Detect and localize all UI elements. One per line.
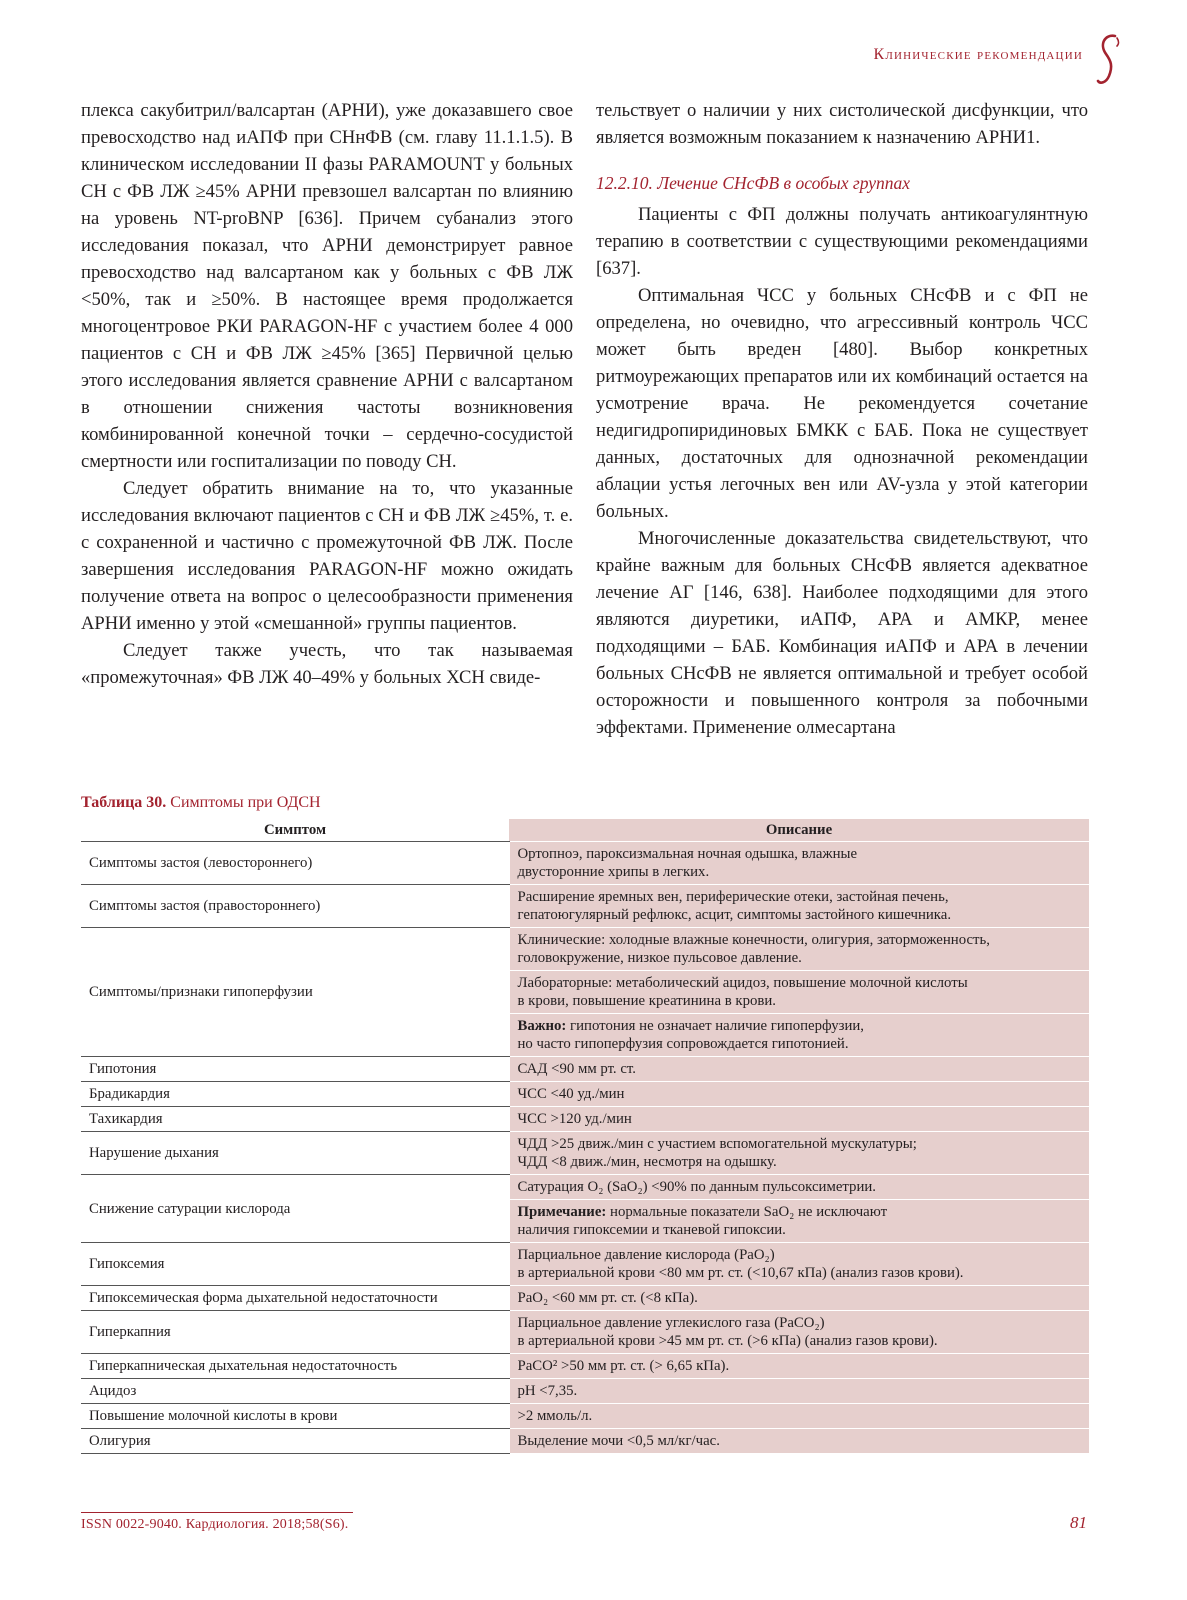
- table-caption-text: Симптомы при ОДСН: [166, 794, 321, 811]
- table-row: [81, 1243, 1089, 1286]
- running-header: Клинические рекомендации: [873, 46, 1083, 63]
- page-number: 81: [1070, 1513, 1087, 1532]
- footer-rule: [81, 1512, 353, 1513]
- symptom-cell: Гиперкапническая дыхательная недостаточность: [81, 1354, 509, 1379]
- description-line: САД <90 мм рт. ст.: [517, 1061, 636, 1077]
- symptom-cell: Повышение молочной кислоты в крови: [81, 1404, 509, 1429]
- symptom-cell: Ацидоз: [81, 1379, 509, 1404]
- description-line: Сатурация O₂ (SaO₂) <90% по данным пульсоксиметрии.: [517, 1179, 876, 1195]
- description-line: Выделение мочи <0,5 мл/кг/час.: [517, 1433, 720, 1449]
- table-row: [81, 928, 1089, 971]
- description-line: Ортопноэ, пароксизмальная ночная одышка, влажные: [517, 846, 858, 862]
- journal-logo-icon: [1093, 32, 1123, 88]
- description-cell: [509, 1379, 1089, 1404]
- right-text-column: [596, 97, 1088, 741]
- table-row: [81, 885, 1089, 928]
- table-row: [81, 1175, 1089, 1200]
- left-text-column: [81, 97, 573, 691]
- description-line: гипотония не означает наличие гипоперфузии,: [566, 1018, 864, 1034]
- right-paragraph-2: Оптимальная ЧСС у больных СНсФВ и с ФП не определена, но очевидно, что агрессивный контроль ЧСС может быть вреден [480]. Выбор конкретных ритмоурежающих препаратов или их комбинаций остается на усмотрение врача. Не рекомендуется сочетание недигидропиридиновых БМКК с БАБ. Пока не существует данных, достаточных для однозначной рекомендации аблации устья легочных вен или AV-узла у этой категории больных.: [596, 285, 1088, 522]
- description-line: pH <7,35.: [517, 1383, 578, 1399]
- description-cell: [509, 1175, 1089, 1200]
- symptom-cell: Гипоксемическая форма дыхательной недостаточности: [81, 1286, 509, 1311]
- left-paragraph-3: Следует также учесть, что так называемая «промежуточная» ФВ ЛЖ 40–49% у больных ХСН свиде-: [81, 640, 573, 688]
- symptom-cell: Симптомы застоя (правостороннего): [81, 885, 509, 928]
- description-line: в артериальной крови <80 мм рт. ст. (<10,67 кПа) (анализ газов крови).: [517, 1265, 964, 1281]
- table-row: [81, 1132, 1089, 1175]
- description-emphasis: Важно:: [517, 1018, 567, 1034]
- table-caption: [81, 794, 321, 812]
- symptom-cell: Гипотония: [81, 1057, 509, 1082]
- description-cell: [509, 1082, 1089, 1107]
- description-line: Клинические: холодные влажные конечности, олигурия, заторможенность,: [517, 932, 990, 948]
- description-cell: [509, 1132, 1089, 1175]
- description-line: но часто гипоперфузия сопровождается гипотонией.: [517, 1036, 849, 1052]
- description-cell: [509, 1243, 1089, 1286]
- table-row: [81, 1286, 1089, 1311]
- table-row: [81, 1379, 1089, 1404]
- footer-journal: ISSN 0022-9040. Кардиология. 2018;58(S6).: [81, 1517, 349, 1532]
- description-cell: [509, 1354, 1089, 1379]
- right-continuation: тельствует о наличии у них систолической дисфункции, что является возможным показанием к назначению АРНИ1.: [596, 100, 1088, 148]
- column-header-description: Описание: [509, 819, 1089, 842]
- symptom-cell: Гипоксемия: [81, 1243, 509, 1286]
- table-body: [81, 842, 1089, 1454]
- description-line: в артериальной крови >45 мм рт. ст. (>6 кПа) (анализ газов крови).: [517, 1333, 938, 1349]
- description-line: Парциальное давление углекислого газа (PaCO₂): [517, 1315, 825, 1331]
- left-paragraph-1: плекса сакубитрил/валсартан (АРНИ), уже доказавшего свое превосходство над иАПФ при СНнФВ (см. главу 11.1.1.5). В клиническом исследовании II фазы PARAMOUNT у больных СН с ФВ ЛЖ ≥45% АРНИ превзошел валсартан по влиянию на уровень NT-proBNP [636]. Причем субанализ этого исследования показал, что АРНИ демонстрирует равное превосходство над валсартаном как у больных с ФВ ЛЖ <50%, так и ≥50%. В настоящее время продолжается многоцентровое РКИ PARAGON-HF с участием более 4 000 пациентов с СН и ФВ ЛЖ ≥45% [365] Первичной целью этого исследования является сравнение АРНИ с валсартаном в отношении снижения частоты возникновения комбинированной конечной точки – сердечно-сосудистой смертности или госпитализации по поводу СН.: [81, 100, 573, 472]
- description-cell: [509, 1200, 1089, 1243]
- description-line: ЧСС <40 уд./мин: [517, 1086, 625, 1102]
- description-line: наличия гипоксемии и тканевой гипоксии.: [517, 1222, 786, 1238]
- symptom-cell: Тахикардия: [81, 1107, 509, 1132]
- description-cell: [509, 928, 1089, 971]
- description-line: Лабораторные: метаболический ацидоз, повышение молочной кислоты: [517, 975, 968, 991]
- description-line: в крови, повышение креатинина в крови.: [517, 993, 776, 1009]
- description-line: головокружение, низкое пульсовое давление.: [517, 950, 802, 966]
- table-caption-label: Таблица 30.: [81, 794, 167, 811]
- description-line: ЧДД >25 движ./мин с участием вспомогательной мускулатуры;: [517, 1136, 917, 1152]
- column-header-symptom: Симптом: [81, 819, 509, 842]
- description-cell: [509, 1057, 1089, 1082]
- table-row: [81, 1354, 1089, 1379]
- description-cell: [509, 1014, 1089, 1057]
- symptom-cell: Брадикардия: [81, 1082, 509, 1107]
- symptom-cell: Гиперкапния: [81, 1311, 509, 1354]
- symptom-cell: Нарушение дыхания: [81, 1132, 509, 1175]
- symptom-cell: Симптомы/признаки гипоперфузии: [81, 928, 509, 1057]
- table-header-row: [81, 819, 1089, 842]
- symptom-cell: Снижение сатурации кислорода: [81, 1175, 509, 1243]
- description-cell: [509, 1311, 1089, 1354]
- table-row: [81, 1404, 1089, 1429]
- description-line: PaCO² >50 мм рт. ст. (> 6,65 кПа).: [517, 1358, 730, 1374]
- table-row: [81, 1429, 1089, 1454]
- description-cell: [509, 1286, 1089, 1311]
- right-paragraph-1: Пациенты с ФП должны получать антикоагулянтную терапию в соответствии с существующими рекомендациями [637].: [596, 204, 1088, 279]
- description-line: ЧСС >120 уд./мин: [517, 1111, 632, 1127]
- symptom-cell: Симптомы застоя (левостороннего): [81, 842, 509, 885]
- table-row: [81, 1107, 1089, 1132]
- description-line: Расширение яремных вен, периферические отеки, застойная печень,: [517, 889, 949, 905]
- symptom-cell: Олигурия: [81, 1429, 509, 1454]
- right-paragraph-3: Многочисленные доказательства свидетельствуют, что крайне важным для больных СНсФВ является адекватное лечение АГ [146, 638]. Наиболее подходящими для этого являются диуретики, иАПФ, АРА и АМКР, менее подходящими – БАБ. Комбинация иАПФ и АРА в лечении больных СНсФВ не является оптимальной и требует особой осторожности и повышенного контроля за побочными эффектами. Применение олмесартана: [596, 528, 1088, 738]
- section-heading: 12.2.10. Лечение СНсФВ в особых группах: [596, 173, 911, 193]
- left-paragraph-2: Следует обратить внимание на то, что указанные исследования включают пациентов с СН и ФВ ЛЖ ≥45%, т. е. с сохраненной и частично с промежуточной ФВ ЛЖ. После завершения исследования PARAGON-HF можно ожидать получение ответа на вопрос о целесообразности применения АРНИ именно у этой «смешанной» группы пациентов.: [81, 478, 573, 634]
- description-emphasis: Примечание:: [517, 1204, 607, 1220]
- description-cell: [509, 971, 1089, 1014]
- description-line: ЧДД <8 движ./мин, несмотря на одышку.: [517, 1154, 777, 1170]
- description-cell: [509, 1429, 1089, 1454]
- description-line: двусторонние хрипы в легких.: [517, 864, 710, 880]
- description-line: PaO₂ <60 мм рт. ст. (<8 кПа).: [517, 1290, 698, 1306]
- description-line: Парциальное давление кислорода (PaO₂): [517, 1247, 775, 1263]
- description-line: нормальные показатели SaO₂ не исключают: [606, 1204, 888, 1220]
- description-cell: [509, 1404, 1089, 1429]
- table-row: [81, 1311, 1089, 1354]
- symptoms-table: [81, 819, 1089, 1454]
- description-cell: [509, 885, 1089, 928]
- table-row: [81, 1082, 1089, 1107]
- table-row: [81, 842, 1089, 885]
- table-row: [81, 1057, 1089, 1082]
- description-cell: [509, 842, 1089, 885]
- description-line: гепатоюгулярный рефлюкс, асцит, симптомы застойного кишечника.: [517, 907, 952, 923]
- description-cell: [509, 1107, 1089, 1132]
- description-line: >2 ммоль/л.: [517, 1408, 593, 1424]
